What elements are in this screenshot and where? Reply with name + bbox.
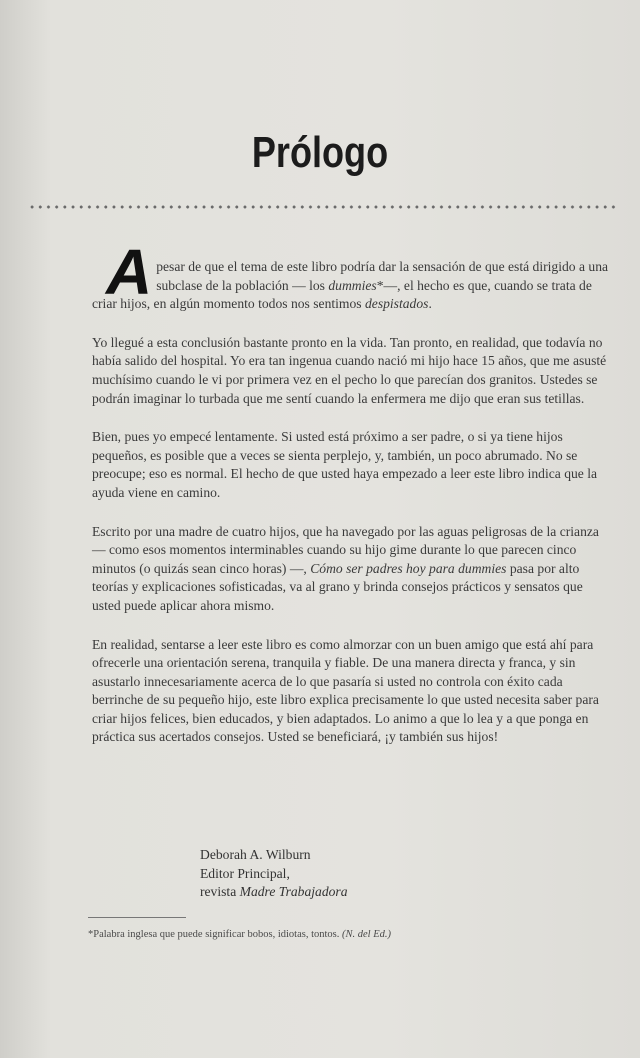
footnote: *Palabra inglesa que puede significar bobos, idiotas, tontos. (N. del Ed.) — [88, 929, 391, 940]
paragraph-3: Bien, pues yo empecé lentamente. Si usted está próximo a ser padre, o si ya tiene hijos pequeños, es posible que a veces se sienta perplejo, y, también, un poco abrumado. No se preocupe; eso es normal. El hecho de que usted haya empezado a leer este libro indica que la ayuda viene en camino. — [92, 429, 598, 500]
dotted-separator — [28, 204, 618, 210]
paragraph-1: Apesar de que el tema de este libro podría dar la sensación de que está dirigido a una subclase de la población — los dummies*—, el hecho es que, cuando se trata de criar hijos, en algún momento todos nos sentimos despistados. — [92, 236, 609, 312]
signature-role: Editor Principal, — [200, 865, 290, 881]
signature-org: revista Madre Trabajadora — [200, 884, 348, 900]
drop-cap: A — [106, 236, 153, 308]
paragraph-2: Yo llegué a esta conclusión bastante pronto en la vida. Tan pronto, en realidad, que todavía no había salido del hospital. Yo era tan ingenua cuando nació mi hijo hace 15 años, que me asusté muchísimo cuando le vi por primera vez en el pecho lo que parecían dos granitos. Ustedes se podrán imaginar lo turbada que me sentí cuando la enfermera me dijo que eran sus tetillas. — [92, 334, 607, 406]
footnote-rule — [88, 917, 186, 918]
prologue-body — [92, 236, 612, 767]
paragraph-5: En realidad, sentarse a leer este libro es como almorzar con un buen amigo que está ahí para ofrecerle una orientación serena, tranquila y fiable. De una manera directa y franca, y sin asustarlo innecesariamente acerca de lo que pasaría si usted no controla con éxito cada berrinche de su pequeño hijo, este libro explica precisamente lo que usted necesita saber para criar hijos felices, bien educados, y bien adaptados. Lo animo a que lo lea y a que ponga en práctica sus acertados consejos. Usted se beneficiará, ¡y también sus hijos! — [92, 636, 599, 745]
signature-block — [200, 846, 348, 902]
page-title: Prólogo — [251, 128, 389, 177]
signature-name: Deborah A. Wilburn — [200, 847, 311, 862]
paragraph-4: Escrito por una madre de cuatro hijos, que ha navegado por las aguas peligrosas de la crianza — como esos momentos interminables cuando su hijo gime durante lo que parecen cinco minutos (o quizás sean cinco horas) —, Cómo ser padres hoy para dummies pasa por alto teorías y explicaciones sofisticadas, va al grano y brinda consejos prácticos y sensatos que usted puede aplicar ahora mismo. — [92, 523, 599, 613]
